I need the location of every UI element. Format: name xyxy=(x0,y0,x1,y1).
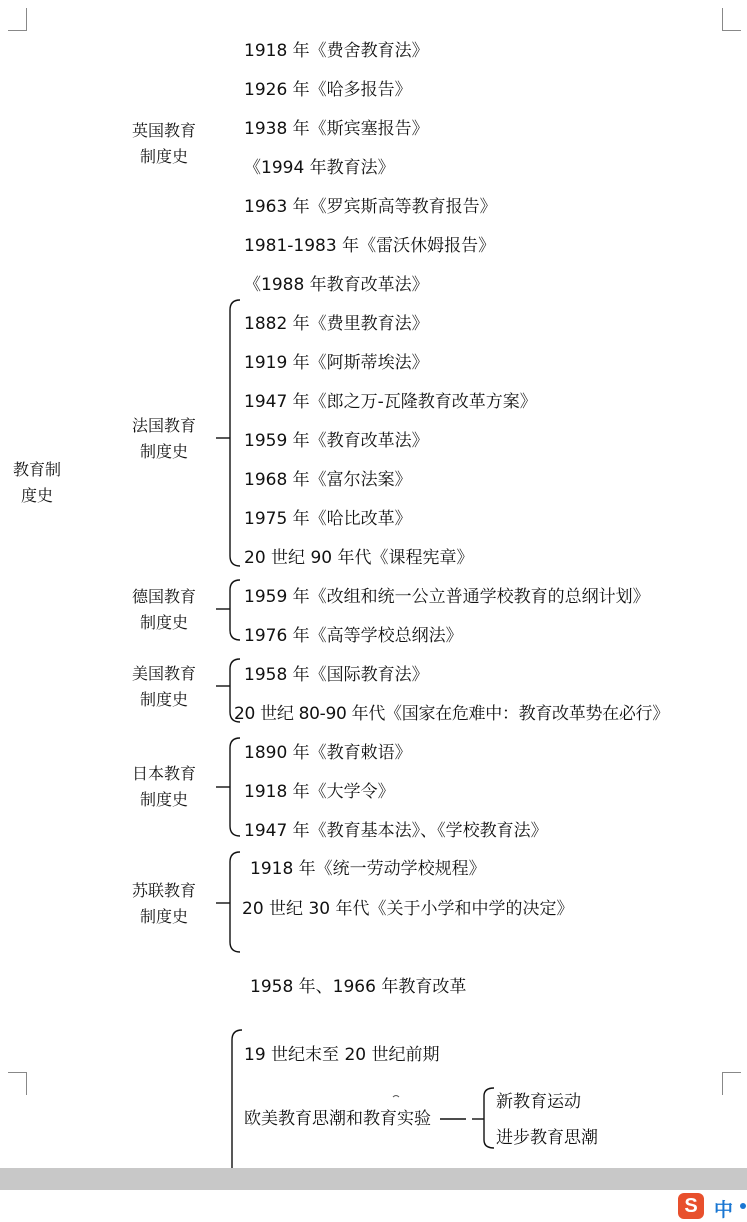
uk-entry-7: 《1988 年教育改革法》 xyxy=(244,275,429,295)
japan-entry-1: 1890 年《教育敕语》 xyxy=(244,743,412,763)
germany-entry-2: 1976 年《高等学校总纲法》 xyxy=(244,626,463,646)
section-label-usa: 美国教育 制度史 xyxy=(131,664,196,709)
lower-entry-2: 欧美教育思潮和教育实验 xyxy=(244,1109,431,1129)
uk-entry-3: 1938 年《斯宾塞报告》 xyxy=(244,119,429,139)
lower-entry-1: 19 世纪末至 20 世纪前期 xyxy=(244,1045,440,1065)
ussr-entry-2: 20 世纪 30 年代《关于小学和中学的决定》 xyxy=(242,899,574,919)
sogou-logo-icon[interactable]: S xyxy=(678,1193,704,1219)
section-label-france: 法国教育 制度史 xyxy=(131,416,196,461)
section-label-ussr: 苏联教育 制度史 xyxy=(131,881,196,926)
france-entry-2: 1919 年《阿斯蒂埃法》 xyxy=(244,353,429,373)
ussr-entry-3: 1958 年、1966 年教育改革 xyxy=(250,977,467,997)
page-gap-bar xyxy=(0,1168,747,1190)
section-label-uk: 英国教育 制度史 xyxy=(131,121,196,166)
france-entry-7: 20 世纪 90 年代《课程宪章》 xyxy=(244,548,474,568)
japan-entry-3: 1947 年《教育基本法》、《学校教育法》 xyxy=(244,821,548,841)
japan-entry-2: 1918 年《大学令》 xyxy=(244,782,395,802)
uk-entry-1: 1918 年《费舍教育法》 xyxy=(244,41,429,61)
usa-entry-2: 20 世纪 80-90 年代《国家在危难中：教育改革势在必行》 xyxy=(234,704,669,724)
uk-entry-6: 1981-1983 年《雷沃休姆报告》 xyxy=(244,236,496,256)
root-label: 教育制 度史 xyxy=(12,460,61,505)
section-label-japan: 日本教育 制度史 xyxy=(131,764,196,809)
usa-entry-1: 1958 年《国际教育法》 xyxy=(244,665,429,685)
caret-mark xyxy=(393,1096,399,1098)
ime-indicator[interactable] xyxy=(674,1193,747,1221)
ussr-entry-1: 1918 年《统一劳动学校规程》 xyxy=(250,859,486,879)
france-entry-4: 1959 年《教育改革法》 xyxy=(244,431,429,451)
france-entry-6: 1975 年《哈比改革》 xyxy=(244,509,412,529)
ime-punctuation-icon[interactable] xyxy=(740,1203,746,1209)
france-entry-3: 1947 年《郎之万-瓦隆教育改革方案》 xyxy=(244,392,537,412)
ime-mode-chinese[interactable]: 中 xyxy=(714,1199,734,1221)
france-entry-1: 1882 年《费里教育法》 xyxy=(244,314,429,334)
france-entry-5: 1968 年《富尔法案》 xyxy=(244,470,412,490)
uk-entry-2: 1926 年《哈多报告》 xyxy=(244,80,412,100)
lower-sub-2: 进步教育思潮 xyxy=(496,1128,598,1148)
uk-entry-4: 《1994 年教育法》 xyxy=(244,158,395,178)
section-label-germany: 德国教育 制度史 xyxy=(131,587,196,632)
germany-entry-1: 1959 年《改组和统一公立普通学校教育的总纲计划》 xyxy=(244,587,650,607)
uk-entry-5: 1963 年《罗宾斯高等教育报告》 xyxy=(244,197,497,217)
status-strip xyxy=(0,1190,747,1221)
lower-sub-1: 新教育运动 xyxy=(496,1092,581,1112)
